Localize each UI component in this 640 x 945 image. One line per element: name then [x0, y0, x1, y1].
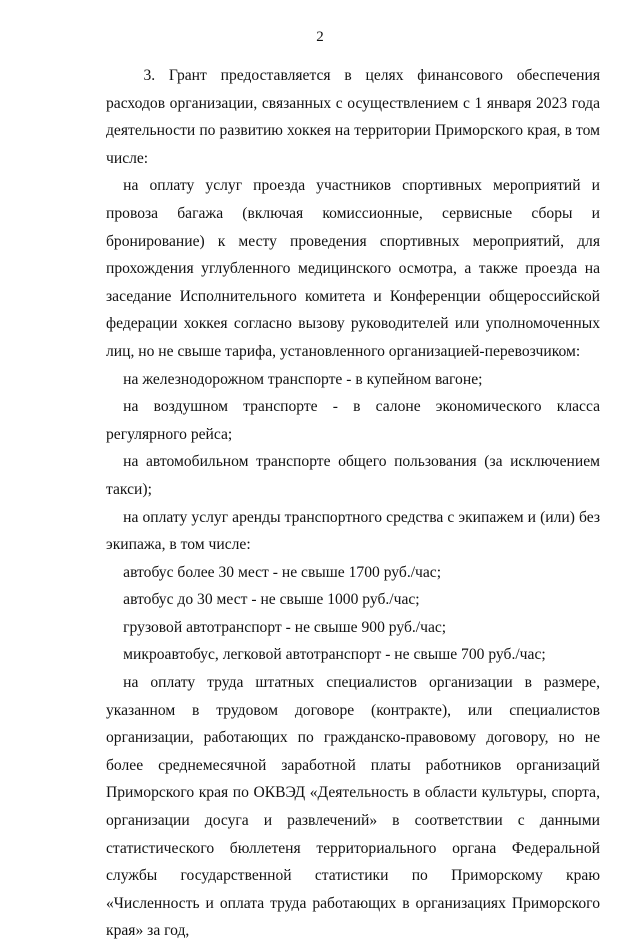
- paragraph-air: на воздушном транспорте - в салоне экономического класса регулярного рейса;: [106, 398, 600, 443]
- paragraph-travel-costs: на оплату услуг проезда участников спортивных мероприятий и провоза багажа (включая комиссионные, сервисные сборы и бронирование) к месту проведения спортивных мероприятий, для прохождения углубленного медицинского осмотра, а также проезда на заседание Исполнительного комитета и Конференции общероссийской федерации хоккея согласно вызову руководителей или уполномоченных лиц, но не свыше тарифа, установленного организацией-перевозчиком:: [106, 177, 600, 360]
- paragraph-grant-purpose: 3. Грант предоставляется в целях финансового обеспечения расходов организации, связанных с осуществлением с 1 января 2023 года деятельности по развитию хоккея на территории Приморского края, в том числе:: [106, 67, 600, 167]
- paragraph-railway: на железнодорожном транспорте - в купейном вагоне;: [123, 370, 483, 388]
- paragraph-vehicle-rental: на оплату услуг аренды транспортного средства с экипажем и (или) без экипажа, в том числе:: [106, 508, 600, 554]
- paragraph-minibus: микроавтобус, легковой автотранспорт - не свыше 700 руб./час;: [123, 646, 546, 664]
- document-body: [106, 62, 600, 945]
- page-number: 2: [316, 29, 324, 45]
- paragraph-bus-large: автобус более 30 мест - не свыше 1700 руб./час;: [123, 563, 442, 581]
- paragraph-staff-pay: на оплату труда штатных специалистов организации в размере, указанном в трудовом договоре (контракте), или специалистов организации, работающих по гражданско-правовому договору, но не более среднемесячной заработной платы работников организаций Приморского края по ОКВЭД «Деятельность в области культуры, спорта, организации досуга и развлечений» в соответствии с данными статистического бюллетеня территориального органа Федеральной службы государственной статистики по Приморскому краю «Численность и оплата труда работающих в организациях Приморского края» за год,: [106, 674, 600, 940]
- paragraph-bus-small: автобус до 30 мест - не свыше 1000 руб./час;: [123, 591, 420, 609]
- paragraph-freight: грузовой автотранспорт - не свыше 900 руб./час;: [123, 618, 447, 636]
- paragraph-road: на автомобильном транспорте общего пользования (за исключением такси);: [106, 453, 600, 498]
